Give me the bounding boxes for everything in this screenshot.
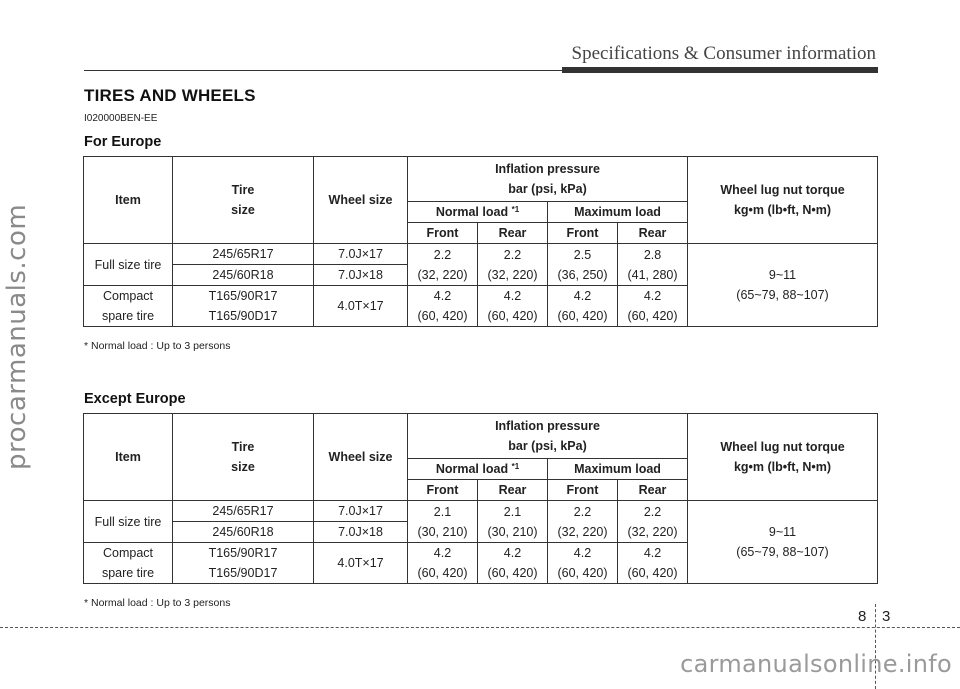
header-item: Item (84, 414, 173, 501)
pressure-cell: 4.2 (60, 420) (618, 543, 688, 584)
header-wheel-size: Wheel size (314, 157, 408, 244)
tire-table-except-europe (83, 413, 878, 584)
watermark-carmanualsonline: carmanualsonline.info (680, 650, 952, 678)
torque-cell: 9~11 (65~79, 88~107) (688, 244, 878, 327)
header-rear: Rear (618, 480, 688, 501)
header-maximum-load: Maximum load (548, 459, 688, 480)
wheel-size-cell: 7.0J×18 (314, 265, 408, 286)
row-label-compact-spare: Compact spare tire (84, 543, 173, 584)
chapter-number: 8 (858, 608, 867, 625)
header-tire-size: Tire size (173, 414, 314, 501)
tire-table-europe (83, 156, 878, 327)
subtitle-except-europe: Except Europe (84, 391, 186, 407)
pressure-cell: 4.2 (60, 420) (478, 286, 548, 327)
header-rule (84, 67, 878, 73)
pressure-cell: 4.2 (60, 420) (618, 286, 688, 327)
tire-size-cell: 245/65R17 (173, 244, 314, 265)
footnote-europe: * Normal load : Up to 3 persons (84, 340, 231, 352)
tire-size-cell: T165/90R17 (173, 543, 314, 564)
pressure-cell: 2.1 (30, 210) (478, 501, 548, 543)
pressure-cell: 4.2 (60, 420) (548, 286, 618, 327)
row-label-compact-spare: Compact spare tire (84, 286, 173, 327)
tire-size-cell: 245/65R17 (173, 501, 314, 522)
pressure-cell: 2.2 (32, 220) (548, 501, 618, 543)
pressure-cell: 2.2 (32, 220) (618, 501, 688, 543)
page-number: 3 (882, 608, 891, 625)
pressure-cell: 2.1 (30, 210) (408, 501, 478, 543)
watermark-procarmanuals: procarmanuals.com (2, 203, 32, 470)
header-rear: Rear (478, 480, 548, 501)
section-title: TIRES AND WHEELS (84, 86, 256, 105)
tire-size-cell: T165/90D17 (173, 306, 314, 327)
header-wheel-size: Wheel size (314, 414, 408, 501)
header-inflation-pressure: Inflation pressure bar (psi, kPa) (408, 414, 688, 459)
torque-cell: 9~11 (65~79, 88~107) (688, 501, 878, 584)
document-code: I020000BEN-EE (84, 113, 158, 124)
pressure-cell: 2.2 (32, 220) (478, 244, 548, 286)
subtitle-for-europe: For Europe (84, 134, 162, 150)
header-maximum-load: Maximum load (548, 202, 688, 223)
header-inflation-pressure: Inflation pressure bar (psi, kPa) (408, 157, 688, 202)
header-normal-load: Normal load $^{*1}$ (408, 202, 548, 223)
pressure-cell: 4.2 (60, 420) (478, 543, 548, 584)
page-header-title: Specifications & Consumer information (571, 43, 876, 64)
wheel-size-cell: 7.0J×17 (314, 244, 408, 265)
header-normal-load: Normal load $^{*1}$ (408, 459, 548, 480)
tire-size-cell: T165/90R17 (173, 286, 314, 307)
footer-rule (0, 627, 960, 628)
wheel-size-cell: 7.0J×18 (314, 522, 408, 543)
pressure-cell: 2.5 (36, 250) (548, 244, 618, 286)
wheel-size-cell: 4.0T×17 (314, 286, 408, 327)
row-label-full-size: Full size tire (84, 244, 173, 286)
header-rear: Rear (478, 223, 548, 244)
wheel-size-cell: 7.0J×17 (314, 501, 408, 522)
header-lug-nut-torque: Wheel lug nut torque kg•m (lb•ft, N•m) (688, 414, 878, 501)
tire-size-cell: 245/60R18 (173, 265, 314, 286)
header-front: Front (408, 223, 478, 244)
pressure-cell: 4.2 (60, 420) (548, 543, 618, 584)
pressure-cell: 4.2 (60, 420) (408, 543, 478, 584)
row-label-full-size: Full size tire (84, 501, 173, 543)
header-lug-nut-torque: Wheel lug nut torque kg•m (lb•ft, N•m) (688, 157, 878, 244)
footnote-except-europe: * Normal load : Up to 3 persons (84, 597, 231, 609)
pressure-cell: 2.2 (32, 220) (408, 244, 478, 286)
header-front: Front (548, 223, 618, 244)
pressure-cell: 4.2 (60, 420) (408, 286, 478, 327)
pressure-cell: 2.8 (41, 280) (618, 244, 688, 286)
header-front: Front (408, 480, 478, 501)
header-tire-size: Tire size (173, 157, 314, 244)
header-rear: Rear (618, 223, 688, 244)
header-item: Item (84, 157, 173, 244)
header-front: Front (548, 480, 618, 501)
tire-size-cell: T165/90D17 (173, 563, 314, 584)
tire-size-cell: 245/60R18 (173, 522, 314, 543)
wheel-size-cell: 4.0T×17 (314, 543, 408, 584)
